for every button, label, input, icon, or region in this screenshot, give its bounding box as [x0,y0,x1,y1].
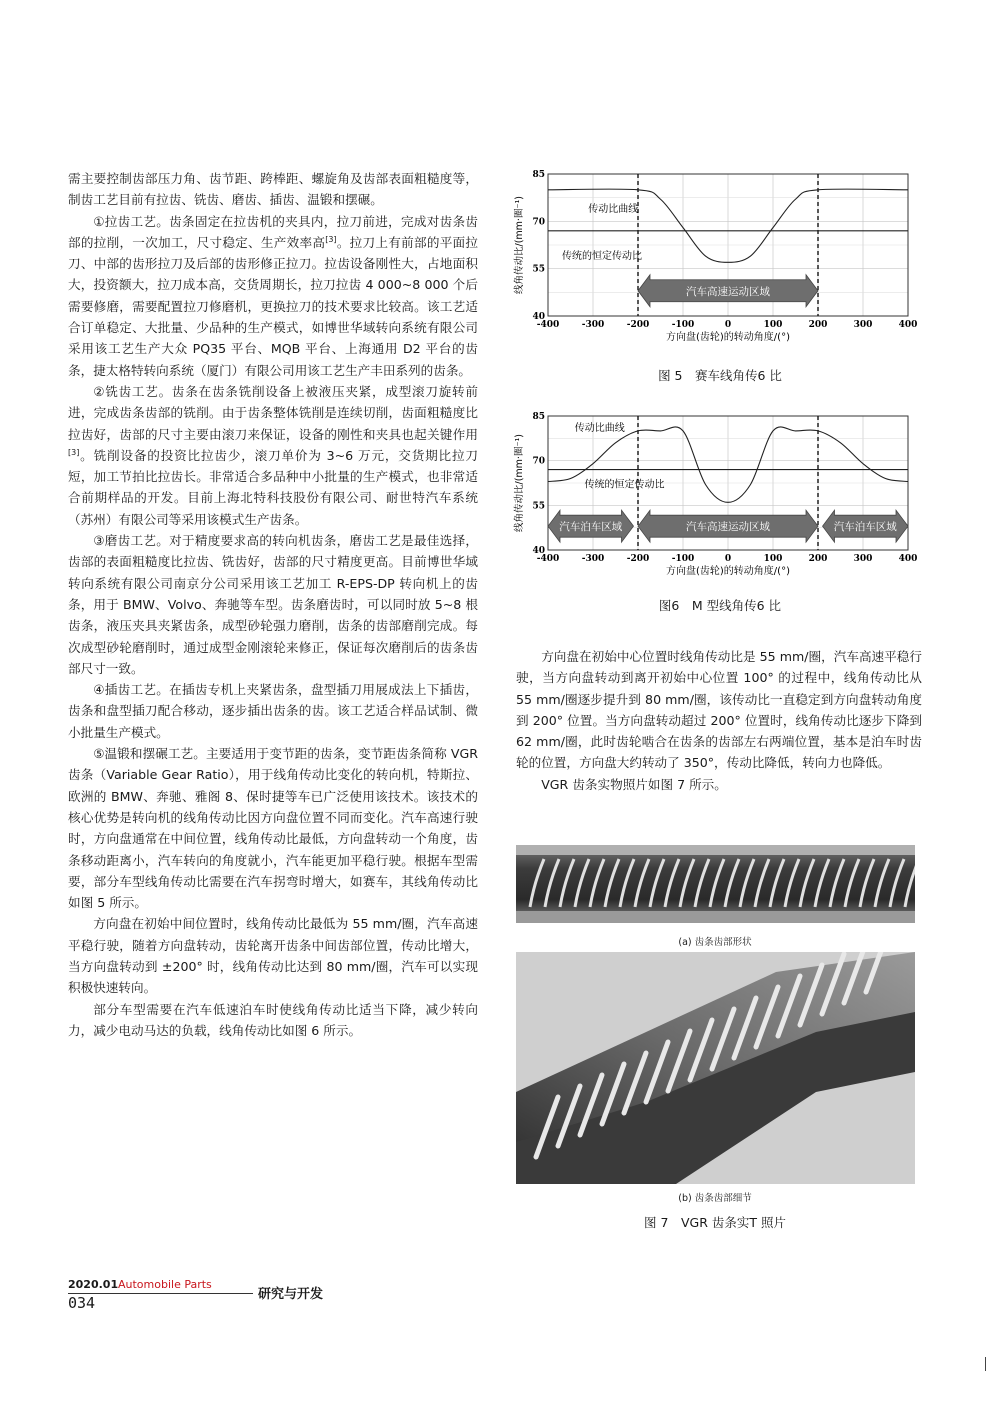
x-tick-label: -300 [581,320,605,330]
figure-6-caption: 图6 M 型线角传6 比 [658,598,782,613]
paragraph [68,743,478,913]
x-tick-label: 300 [853,554,873,564]
y-tick-label: 40 [532,312,545,322]
paragraph-text: 部分车型需要在汽车低速泊车时使线角传动比适当下降，减少转向力，减少电动马达的负载，线角传动比如图 6 所示。 [68,1001,478,1038]
vgr-rack-photo-a [516,845,915,923]
page-number: 034 [68,1294,96,1312]
paragraph [516,774,922,795]
paragraph-text: 需主要控制齿部压力角、齿节距、跨棒距、螺旋角及齿部表面粗糙度等，制齿工艺目前有拉齿、铣齿、磨齿、插齿、温锻和摆碾。 [68,171,478,208]
vgr-rack-photo-b [516,952,915,1184]
paragraph-text: 。铣削设备的投资比拉齿少，滚刀单价为 3~6 万元，交货期比拉刀短，加工节拍比拉齿长。非常适合多品种中小批量的生产模式，也非常适合前期样品的开发。目前上海北特科技股份有限公司、耐世特汽车系统（苏州）有限公司等采用该模式生产齿条。 [68,447,478,527]
x-axis-label: 方向盘(齿轮)的转动角度/(°) [666,332,790,343]
y-tick-label: 55 [532,501,545,512]
citation-ref: [3] [68,447,80,457]
paragraph-text: 方向盘在初始中心位置时线角传动比是 55 mm/圈，汽车高速平稳行驶，当方向盘转动到离开初始中心位置 100° 的过程中，线角传动比从 55 mm/圈逐步提升到 80 mm/圈，该传动比一直稳定到方向盘转动角度到 200° 位置。当方向盘转动超过 200° 位置时，线角传动比逐步下降到 62 mm/圈，此时齿轮啮合在齿条的齿部左右两端位置，基本是泊车时齿轮的位置，方向盘大约转动了 350°，传动比降低，转向力也降低。 [516,649,922,771]
curve-label: 传动比曲线 [588,203,639,215]
x-tick-label: 400 [898,320,918,330]
x-tick-label: -100 [671,554,695,564]
figure-5-chart [512,166,922,356]
paragraph-text: ④插齿工艺。在插齿专机上夹紧齿条，盘型插刀用展成法上下插齿，齿条和盘型插刀配合移动，逐步插出齿条的齿。该工艺适合样品试制、微小批量生产模式。 [68,682,478,740]
y-tick-label: 55 [532,264,545,275]
paragraph [68,168,478,211]
figure-5-caption: 图 5 赛车线角传6 比 [658,368,782,383]
figure-7a-caption: (a) 齿条齿部形状 [678,937,752,948]
y-axis-label: 线角传动比/(mm·圈⁻¹) [514,434,525,532]
x-tick-label: 100 [763,554,783,564]
paragraph-text: ①拉齿工艺。齿条固定在拉齿机的夹具内，拉刀前进，完成对齿条齿部的拉削，一次加工，尺寸稳定、生产效率高 [68,213,478,250]
citation-ref: [3] [325,234,337,244]
region-label: 汽车高速运动区域 [686,521,770,534]
x-tick-label: 100 [763,320,783,330]
x-axis-label: 方向盘(齿轮)的转动角度/(°) [666,566,790,577]
edge-mark [985,1357,986,1371]
figure-6-chart [512,408,922,588]
x-tick-label: -200 [626,320,650,330]
region-label: 汽车泊车区域 [559,521,623,534]
paragraph [68,913,478,998]
y-tick-label: 40 [532,546,545,556]
x-tick-label: 0 [724,320,732,330]
paragraph [68,530,478,679]
y-tick-label: 70 [532,217,545,228]
left-column [68,168,478,1041]
x-tick-label: 400 [898,554,918,564]
paragraph [68,211,478,381]
paragraph [68,679,478,743]
x-tick-label: 300 [853,320,873,330]
x-tick-label: -200 [626,554,650,564]
y-tick-label: 85 [532,412,545,422]
y-tick-label: 85 [532,170,545,180]
x-tick-label: -100 [671,320,695,330]
x-tick-label: -400 [536,320,560,330]
paragraph-text: 方向盘在初始中间位置时，线角传动比最低为 55 mm/圈，汽车高速平稳行驶，随着方向盘转动，齿轮离开齿条中间齿部位置，传动比增大，当方向盘转动到 ±200° 时，线角传动比达到 80 mm/圈，汽车可以实现积极快速转向。 [68,916,478,996]
paragraph-text: ⑤温锻和摆碾工艺。主要适用于变节距的齿条，变节距齿条简称 VGR 齿条（Variable Gear Ratio），用于线角传动比变化的转向机，特斯拉、欧洲的 BMW、奔驰、雅阁 8、保时捷等车已广泛使用该技术。该技术的核心优势是转向机的线角传动比因方向盘位置不同而变化。汽车高速行驶时，方向盘通常在中间位置，线角传动比最低，方向盘转动一个角度，齿条移动距离小，汽车转向的角度就小，汽车能更加平稳行驶。根据车型需要，部分车型线角传动比需要在汽车拐弯时增大，如赛车，其线角传动比如图 5 所示。 [68,746,478,911]
paragraph-text: ②铣齿工艺。齿条在齿条铣削设备上被液压夹紧，成型滚刀旋转前进，完成齿条齿部的铣削。由于齿条整体铣削是连续切削，齿面粗糙度比拉齿好，齿部的尺寸主要由滚刀来保证，设备的刚性和夹具也起关键作用 [68,383,478,442]
region-label: 汽车高速运动区域 [686,285,770,298]
section-title: 研究与开发 [258,1287,324,1302]
region-label: 汽车泊车区域 [833,521,897,534]
footer-rule [68,1293,253,1294]
curve-label: 传动比曲线 [574,422,625,434]
paragraph-text: VGR 齿条实物照片如图 7 所示。 [541,776,727,792]
x-tick-label: 0 [724,554,732,564]
y-tick-label: 70 [532,456,545,467]
paragraph-text: ③磨齿工艺。对于精度要求高的转向机齿条，磨齿工艺是最佳选择，齿部的表面粗糙度比拉齿、铣齿好，齿部的尺寸精度更高。目前博世华域转向系统有限公司南京分公司采用该工艺加工 R-EPS-DP 转向机上的齿条，用于 BMW、Volvo、奔驰等车型。齿条磨齿时，可以同时放 5~8 根齿条，液压夹具夹紧齿条，成型砂轮强力磨削，齿条的齿部磨削完成。每次成型砂轮磨削时，通过成型金刚滚轮来修正，保证每次磨削后的齿条齿部尺寸一致。 [68,533,478,676]
paragraph [68,999,478,1042]
constant-ratio-label: 传统的恒定传动比 [562,251,642,263]
x-tick-label: -300 [581,554,605,564]
journal-name: Automobile Parts [118,1278,212,1291]
x-tick-label: 200 [808,320,828,330]
figure-7-caption: 图 7 VGR 齿条实T 照片 [644,1215,786,1230]
y-axis-label: 线角传动比/(mm·圈⁻¹) [514,196,525,294]
figure-7b-caption: (b) 齿条齿部细节 [678,1193,752,1204]
right-column [516,646,922,795]
issue-date: 2020.01 [68,1278,119,1291]
paragraph-text: 。拉刀上有前部的平面拉刀、中部的齿形拉刀及后部的齿形修正拉刀。拉齿设备刚性大，占地面积大，投资额大，拉刀成本高，交货周期长，拉刀拉齿 4 000~8 000 个后需要修磨，需要配置拉刀修磨机，更换拉刀的技术要求比较高。该工艺适合订单稳定、大批量、少品种的生产模式，如博世华域转向系统有限公司采用该工艺生产大众 PQ35 平台、MQB 平台、上海通用 D2 平台的齿条，捷太格特转向系统（厦门）有限公司用该工艺生产丰田系列的齿条。 [68,234,479,378]
paragraph [68,381,478,530]
constant-ratio-label: 传统的恒定传动比 [584,479,665,491]
x-tick-label: 200 [808,554,828,564]
x-tick-label: -400 [536,554,560,564]
paragraph [516,646,922,774]
